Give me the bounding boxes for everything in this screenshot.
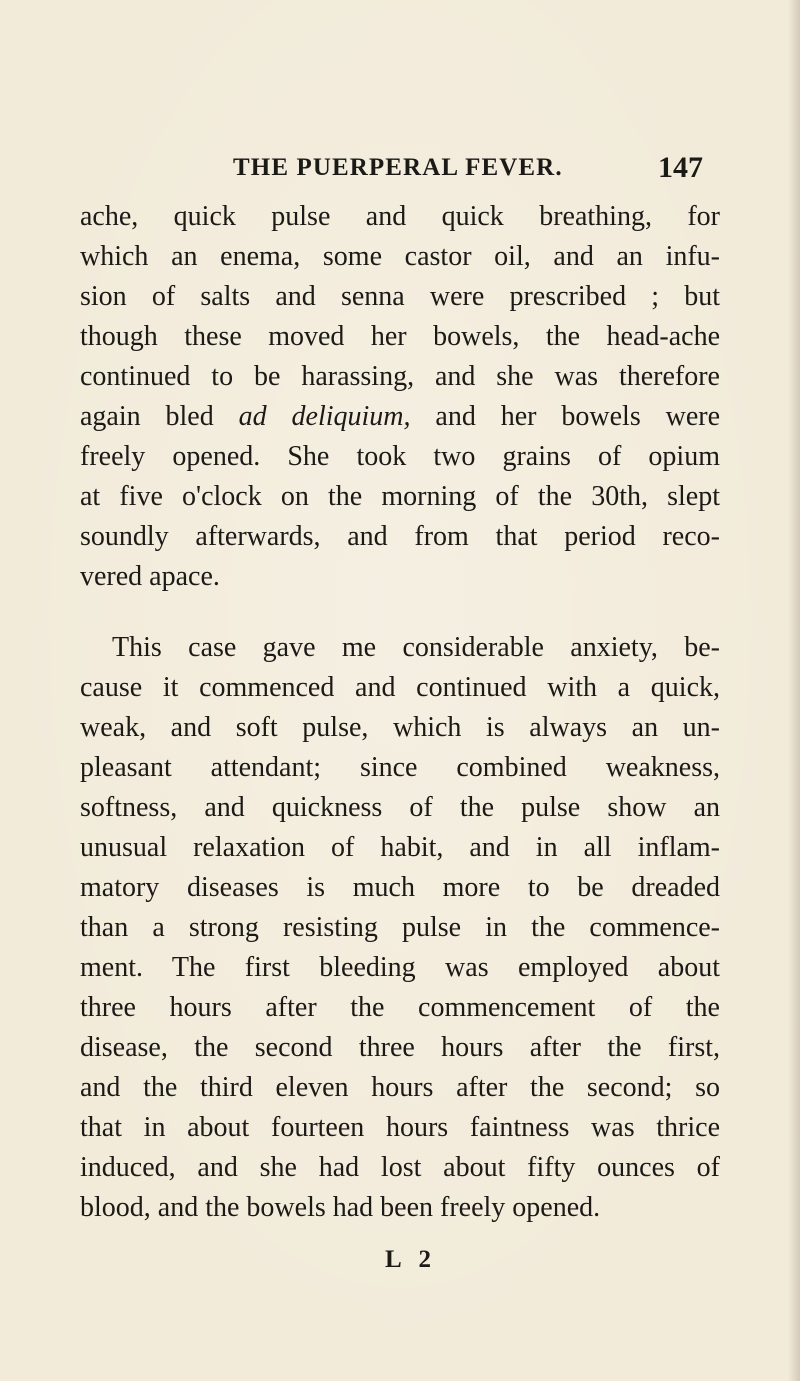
text-line: than a strong resisting pulse in the commence- — [80, 912, 720, 943]
text-line: vered apace. — [80, 561, 220, 592]
text-line: freely opened. She took two grains of opium — [80, 441, 720, 472]
text-line: pleasant attendant; since combined weakness, — [80, 752, 720, 783]
page-number: 147 — [658, 151, 703, 184]
text-line: cause it commenced and continued with a quick, — [80, 672, 720, 703]
text-line: though these moved her bowels, the head-ache — [80, 321, 720, 352]
text-line: soundly afterwards, and from that period reco- — [80, 521, 720, 552]
text-line: at five o'clock on the morning of the 30th, slept — [80, 481, 720, 512]
text-line: that in about fourteen hours faintness was thrice — [80, 1112, 720, 1143]
text-line: again bled ad deliquium, and her bowels were — [80, 401, 721, 432]
text-line: This case gave me considerable anxiety, be- — [112, 632, 720, 663]
text-line: ment. The first bleeding was employed about — [80, 952, 720, 983]
text-line: which an enema, some castor oil, and an infu- — [80, 241, 720, 272]
signature-mark: L 2 — [385, 1246, 438, 1273]
text-line: blood, and the bowels had been freely opened. — [80, 1192, 601, 1223]
text-line: matory diseases is much more to be dreaded — [80, 872, 720, 903]
text-line: and the third eleven hours after the second; so — [80, 1072, 720, 1103]
text-line: ache, quick pulse and quick breathing, for — [80, 201, 720, 232]
text-line: induced, and she had lost about fifty ounces of — [80, 1152, 720, 1183]
text-line: sion of salts and senna were prescribed ; but — [80, 281, 720, 312]
text-line: unusual relaxation of habit, and in all inflam- — [80, 832, 720, 863]
text-line: disease, the second three hours after the first, — [80, 1032, 720, 1063]
running-title: THE PUERPERAL FEVER. — [233, 154, 563, 181]
italic-phrase: ad deliquium, — [238, 401, 411, 432]
page-edge-shadow — [788, 0, 800, 1381]
text-line: weak, and soft pulse, which is always an un- — [80, 712, 720, 743]
text-line: softness, and quickness of the pulse show an — [80, 792, 720, 823]
text-line: continued to be harassing, and she was therefore — [80, 361, 720, 392]
page-header — [233, 150, 703, 186]
text-line: three hours after the commencement of the — [80, 992, 720, 1023]
